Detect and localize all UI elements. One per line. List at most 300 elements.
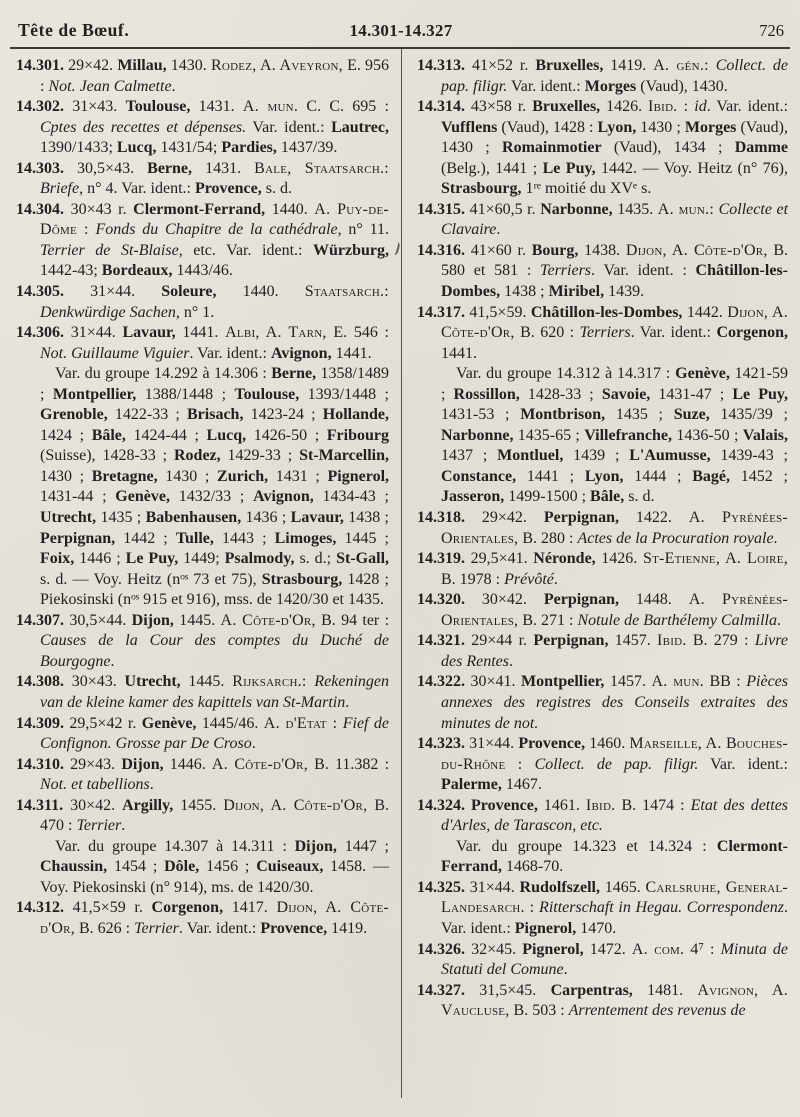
text-segment: Suze, <box>673 406 710 424</box>
text-segment: . <box>110 652 115 670</box>
text-segment: Millau, <box>117 57 167 74</box>
text-segment: Hollande, <box>322 406 389 424</box>
text-segment: 29,5×42 r. <box>64 714 142 732</box>
text-segment: 31,5×45. <box>465 981 551 999</box>
text-segment: Châtillon-les-Dombes, <box>441 262 788 301</box>
text-segment: Avignon, <box>253 488 314 506</box>
catalog-entry <box>417 631 788 672</box>
text-segment: 1439-43 ; <box>710 447 788 465</box>
right-column <box>401 49 800 1104</box>
text-segment: Not. Jean Calmette <box>48 77 172 95</box>
text-segment: 29×44 r. <box>465 632 534 650</box>
text-segment: Rekeningen van de kleine kamer des kapittels van St-Martin <box>40 673 390 711</box>
text-segment: Not. et tabellions <box>40 776 150 794</box>
text-segment: Pardies, <box>221 139 277 157</box>
text-segment: Romainmotier <box>502 139 602 157</box>
text-segment: 1430. <box>166 57 211 74</box>
text-segment: 30×42. <box>465 591 544 609</box>
text-segment: 14.303. <box>16 159 64 177</box>
text-segment: Cuiseaux, <box>256 858 324 876</box>
text-segment: Berne, <box>147 159 193 177</box>
text-segment: Terriers <box>540 262 592 280</box>
text-segment: 1472. <box>583 940 632 958</box>
text-segment: 1445/46. <box>196 714 264 732</box>
text-segment: 1442. <box>682 303 728 321</box>
text-segment: 1426. <box>595 550 643 568</box>
text-segment: . <box>251 735 256 753</box>
text-segment: Genève, <box>115 488 170 506</box>
text-segment: 1441. <box>441 344 477 362</box>
text-segment: 1422-33 ; <box>107 406 187 424</box>
text-segment: Fonds du Chapitre de la cathédrale, <box>95 221 342 239</box>
text-segment: Perpignan, <box>543 509 619 527</box>
text-segment: Lautrec, <box>331 118 389 136</box>
text-segment: 1417. <box>223 899 277 917</box>
text-segment: Bagé, <box>692 467 731 485</box>
text-segment: Briefe <box>40 180 80 198</box>
text-segment: 14.324. <box>417 796 465 814</box>
text-segment: 1435-65 ; <box>513 426 585 444</box>
text-segment: Foix, <box>40 550 75 568</box>
text-segment: Utrecht, <box>40 509 97 527</box>
text-segment: . <box>121 817 126 835</box>
text-segment: 4⁷ : <box>684 940 721 958</box>
catalog-entry <box>417 549 788 590</box>
text-segment: 1442-43; <box>40 262 102 280</box>
text-segment: Babenhausen, <box>145 509 242 527</box>
text-segment: Morges <box>584 77 637 95</box>
text-segment: . <box>508 652 513 670</box>
text-segment: 31×44. <box>64 324 123 342</box>
text-segment: (Vaud), 1428 : <box>497 118 598 136</box>
text-segment: Pignerol, <box>522 940 584 958</box>
text-segment: Ritterschaft in Hegau. Correspondenz <box>539 899 784 917</box>
text-segment <box>89 221 96 238</box>
text-segment: 1499-1500 ; <box>504 488 591 506</box>
text-segment: . Var. ident.: <box>706 98 789 116</box>
text-segment: 41×60,5 r. <box>465 200 541 218</box>
text-segment: s. d.; <box>294 550 337 568</box>
text-segment: Cptes des recettes et dépenses. <box>40 118 247 136</box>
text-segment: Avignon, A. Vaucluse, <box>441 981 789 1020</box>
text-segment: 1432/33 ; <box>169 488 254 506</box>
text-segment: s. d. <box>261 180 292 198</box>
text-segment: Ibid. <box>585 796 616 814</box>
text-segment: Le Puy, <box>542 159 596 177</box>
text-segment: Strasbourg, <box>261 570 343 588</box>
text-segment: Lucq, <box>116 139 157 157</box>
text-segment: 1431. <box>190 98 243 116</box>
text-segment: 1446. <box>163 755 212 773</box>
text-segment: A. mun. <box>651 673 704 691</box>
text-segment: Var. du groupe 14.323 et 14.324 : <box>456 837 717 855</box>
text-segment: 14.301. <box>16 57 64 74</box>
text-segment: 1388/1448 ; <box>136 385 235 403</box>
text-segment: B. 11.382 : <box>308 755 390 773</box>
text-segment: Carpentras, <box>550 981 633 999</box>
text-segment: Bretagne, <box>91 467 158 485</box>
text-segment: Berne, <box>271 365 317 383</box>
catalog-entry <box>417 981 788 1022</box>
text-segment: 1461. <box>537 796 586 814</box>
text-segment: . <box>563 961 568 979</box>
text-segment: Pignerol, <box>327 467 390 485</box>
catalog-entry <box>417 200 788 241</box>
text-segment: 1442 ; <box>115 529 176 547</box>
text-segment: 1419. <box>603 57 654 74</box>
page-number: 726 <box>759 21 784 40</box>
catalog-entry <box>16 323 389 364</box>
text-segment: Actes de la Procuration royale <box>577 529 774 547</box>
text-segment: 1438 ; <box>343 509 389 527</box>
text-segment: 14.314. <box>417 98 465 116</box>
text-segment: Bruxelles, <box>532 98 601 116</box>
text-segment: 1460. <box>585 735 630 753</box>
text-segment: Limoges, <box>274 529 337 547</box>
text-segment: Morges <box>684 118 737 136</box>
text-segment: Strasbourg, <box>441 180 522 198</box>
text-segment: Lucq, <box>206 426 247 444</box>
text-segment: 29,5×41. <box>465 550 534 568</box>
text-segment: 1437/39. <box>276 139 338 157</box>
text-segment: 1467. <box>501 776 542 794</box>
text-segment: 14.327. <box>417 981 465 999</box>
text-segment: 30,5×44. <box>64 611 132 629</box>
text-segment: 1429-33 ; <box>220 447 300 465</box>
text-segment: 30×41. <box>465 673 522 691</box>
text-segment: . Var. ident. : <box>591 262 696 280</box>
text-segment: . <box>171 77 176 95</box>
text-segment: Fief de Confignon. Grosse par De Croso <box>40 714 390 753</box>
text-segment: Toulouse, <box>125 98 191 116</box>
text-segment: B. 1978 : <box>441 570 505 588</box>
text-segment: 1390/1433; <box>40 139 117 157</box>
text-segment: 14.326. <box>417 940 465 958</box>
text-segment: Bâle, <box>590 488 625 506</box>
variant-group-note <box>16 364 389 611</box>
text-segment: Genève, <box>141 714 197 732</box>
running-title: Tête de Bœuf. <box>18 20 130 40</box>
text-segment: Lavaur, <box>290 509 344 527</box>
text-segment: 1423-24 ; <box>243 406 323 424</box>
text-segment: 41,5×59 r. <box>64 899 152 917</box>
text-segment: Rodez, <box>174 447 221 465</box>
text-segment: Arrentement des revenus de <box>568 1002 746 1020</box>
text-segment: Jasseron, <box>441 488 505 506</box>
text-segment <box>709 57 716 74</box>
text-segment: Vufflens <box>441 118 498 136</box>
text-segment: . Var. ident.: <box>178 919 261 937</box>
text-segment: 1444 ; <box>623 467 693 485</box>
text-segment: id <box>694 98 707 116</box>
text-segment: 14.307. <box>16 611 64 629</box>
text-segment: Causes de la Cour des comptes du Duché de Bourgogne <box>40 632 389 670</box>
text-segment: Provence, <box>471 796 538 814</box>
catalog-entry <box>16 159 389 200</box>
text-segment: 1446 ; <box>74 550 126 568</box>
text-segment: 1430 ; <box>636 118 685 136</box>
text-segment: Prévôté <box>504 570 554 588</box>
text-segment: Utrecht, <box>124 673 181 691</box>
text-segment: . Var. ident.: <box>441 899 788 937</box>
text-segment: 41×60 r. <box>465 241 532 259</box>
catalog-entry <box>417 508 788 549</box>
text-segment: (Vaud), 1434 ; <box>601 139 735 157</box>
text-segment: B. 94 ter : <box>315 611 390 629</box>
text-segment: n° 11. <box>341 221 389 239</box>
text-segment: 14.305. <box>16 283 64 301</box>
text-segment: Narbonne, <box>441 426 514 444</box>
text-segment: 1430 ; <box>157 467 218 485</box>
text-columns <box>0 49 800 1104</box>
text-segment: A. Puy-de-Dôme : <box>40 200 390 239</box>
text-segment: Carlsruhe, General-Landesarch. : <box>441 878 789 917</box>
text-segment: Châtillon-les-Dombes, <box>530 303 683 321</box>
text-segment: 1434-43 ; <box>313 488 390 506</box>
text-segment: 31×44. <box>465 878 520 896</box>
text-segment: Clermont-Ferrand, <box>133 200 266 218</box>
text-segment: 14.313. <box>417 57 465 74</box>
text-segment: 1358/1489 ; <box>40 365 389 403</box>
text-segment: 1445. <box>180 673 233 691</box>
text-segment: Rossillon, <box>453 385 520 403</box>
catalog-entry <box>417 303 788 365</box>
catalog-entry <box>417 672 788 734</box>
text-segment: 29×43. <box>64 755 122 773</box>
text-segment: s. d. <box>624 488 655 506</box>
text-segment: 1443 ; <box>213 529 275 547</box>
text-segment: 14.316. <box>417 241 465 259</box>
text-segment: Var. du groupe 14.312 à 14.317 : <box>456 365 676 383</box>
text-segment: Avignon, <box>270 344 332 362</box>
text-segment: Würzburg, <box>313 241 390 259</box>
text-segment: Corgenon, <box>716 324 788 342</box>
text-segment: Staatsarch.: <box>304 283 389 301</box>
catalog-entry <box>16 97 389 159</box>
text-segment: . <box>149 776 154 794</box>
text-segment: 29×42. <box>64 57 118 74</box>
text-segment: 1435/39 ; <box>709 406 788 424</box>
text-segment: Var. du groupe 14.292 à 14.306 : <box>55 365 272 383</box>
text-segment: Collecte et Clavaire <box>441 200 789 239</box>
text-segment: Dôle, <box>164 858 200 876</box>
text-segment: Collect. de pap. filigr. <box>441 57 789 95</box>
text-segment: 1445 ; <box>336 529 389 547</box>
text-segment: Villefranche, <box>584 426 673 444</box>
text-segment: . Var. ident.: <box>630 324 717 342</box>
text-segment: Livre des Rentes <box>441 632 789 670</box>
text-segment: Rodez, A. Aveyron, <box>210 57 343 74</box>
text-segment: Perpignan, <box>40 529 116 547</box>
text-segment: Toulouse, <box>234 385 300 403</box>
text-segment: 14.318. <box>417 509 465 527</box>
text-segment: Var. du groupe 14.307 à 14.311 : <box>55 837 295 855</box>
catalog-entry <box>417 590 788 631</box>
text-segment: 32×45. <box>465 940 523 958</box>
catalog-entry <box>16 672 389 713</box>
text-segment: Miribel, <box>548 283 605 301</box>
text-segment: BB : <box>703 673 747 691</box>
text-segment: 14.306. <box>16 324 64 342</box>
text-segment: Argilly, <box>122 796 174 814</box>
text-segment: Bruxelles, <box>535 57 604 74</box>
text-segment: 1431-53 ; <box>441 406 521 424</box>
text-segment: A. gén.: <box>653 57 709 74</box>
text-segment: Bâle, <box>91 426 126 444</box>
text-segment: Notule de Barthélemy Calmilla <box>577 611 777 629</box>
text-segment: Lavaur, <box>122 324 176 342</box>
text-segment: Grenoble, <box>40 406 108 424</box>
text-segment: 1441. <box>175 324 226 342</box>
text-segment: 1438 ; <box>500 283 549 301</box>
text-segment: Terriers <box>579 324 631 342</box>
text-segment: Denkwürdige Sachen <box>40 303 176 321</box>
text-segment: 14.325. <box>417 878 465 896</box>
text-segment: 1435. <box>612 200 658 218</box>
text-segment: A. com. <box>631 940 685 958</box>
text-segment: A. Pyrénées-Orientales, <box>441 509 789 547</box>
text-segment: , n° 4. Var. ident.: <box>79 180 195 198</box>
catalog-entry <box>16 714 389 755</box>
text-segment: 1442. — Voy. Heitz (n° 76), <box>595 159 789 177</box>
catalog-entry <box>16 282 389 323</box>
text-segment: 1481. <box>632 981 698 999</box>
text-segment: 14.302. <box>16 98 64 116</box>
text-segment: 1431 ; <box>268 467 328 485</box>
text-segment: 14.312. <box>16 899 64 917</box>
text-segment: E. 956 : <box>40 57 389 95</box>
text-segment: Albi, A. Tarn, <box>225 324 327 342</box>
text-segment: Fribourg <box>326 426 389 444</box>
text-segment: 30×43. <box>64 673 125 691</box>
text-segment: B. 1474 : <box>615 796 691 814</box>
text-segment: 41×52 r. <box>465 57 536 74</box>
catalog-entry <box>417 734 788 796</box>
text-segment: , n° 1. <box>175 303 215 321</box>
text-segment: 1447 ; <box>336 837 389 855</box>
text-segment: Savoie, <box>601 385 651 403</box>
text-segment: 1440. <box>216 283 305 301</box>
catalog-entry <box>417 56 788 97</box>
text-segment: 14.323. <box>417 735 465 753</box>
catalog-entry <box>417 796 788 837</box>
text-segment: 30,5×43. <box>64 159 148 177</box>
text-segment: St-Gall, <box>336 550 390 568</box>
text-segment: Rudolfszell, <box>519 878 600 896</box>
text-segment: 1439. <box>604 283 645 301</box>
text-segment: 14.315. <box>417 200 465 218</box>
variant-group-note <box>16 837 389 899</box>
text-segment: E. 546 : <box>326 324 390 342</box>
text-segment: 1435 ; <box>605 406 674 424</box>
text-segment: 1468-70. <box>501 858 564 876</box>
text-segment: Soleure, <box>161 283 217 301</box>
text-segment: 14.320. <box>417 591 465 609</box>
catalog-entry <box>417 878 788 940</box>
text-segment: (Suisse), 1428-33 ; <box>40 447 174 465</box>
text-segment: Bordeaux, <box>101 262 173 280</box>
text-segment: 1439 ; <box>563 447 630 465</box>
text-segment: 31×43. <box>64 98 126 116</box>
text-segment: 1426-50 ; <box>246 426 327 444</box>
text-segment: A. mun.: <box>657 200 715 218</box>
text-segment: 1424-44 ; <box>125 426 207 444</box>
catalog-entry <box>16 898 389 939</box>
text-segment: Montpellier, <box>521 673 605 691</box>
text-segment: 43×58 r. <box>465 98 533 116</box>
text-segment: (Vaud), 1430 ; <box>441 118 789 157</box>
text-segment: Not. Guillaume Viguier <box>40 344 190 362</box>
text-segment <box>522 756 534 773</box>
text-segment: 1445. <box>173 611 221 629</box>
text-segment: Constance, <box>441 467 517 485</box>
text-segment: A. Pyrénées-Orientales, <box>441 591 789 629</box>
text-segment: 1428 ; Piekosinski (nᵒˢ 915 et 916), mss. de 1420/30 et 1435. <box>40 570 389 609</box>
text-segment: s. d. — Voy. Heitz (nᵒˢ 73 et 75), <box>40 570 262 588</box>
catalog-entry <box>417 940 788 981</box>
text-segment: . <box>345 693 350 711</box>
catalog-entry <box>16 755 389 796</box>
text-segment: 1436 ; <box>241 509 291 527</box>
catalog-entry <box>16 200 389 282</box>
text-segment: 1435 ; <box>96 509 146 527</box>
text-segment: 1457. <box>608 632 658 650</box>
text-segment: B. 470 : <box>40 796 389 835</box>
text-segment: Bale, Staatsarch.: <box>254 159 390 177</box>
text-segment: Pignerol, <box>514 919 577 937</box>
left-column <box>0 49 401 1104</box>
text-segment: A. mun. <box>242 98 299 116</box>
text-segment: Lyon, <box>597 118 637 136</box>
text-segment: 14.308. <box>16 673 64 691</box>
text-segment: . <box>496 221 501 239</box>
text-segment: Valais, <box>742 426 788 444</box>
text-segment: Bourg, <box>531 241 579 259</box>
text-segment: 1436-50 ; <box>672 426 743 444</box>
text-segment: 14.309. <box>16 714 64 732</box>
text-segment: L'Aumusse, <box>629 447 711 465</box>
variant-group-note <box>417 364 788 508</box>
text-segment: B. 279 : <box>686 632 755 650</box>
catalog-entry <box>417 241 788 303</box>
text-segment: St-Etienne, A. Loire, <box>642 550 788 568</box>
text-segment: 14.311. <box>16 796 64 814</box>
text-segment: 1458. — Voy. Piekosinski (n° 914), ms. de 1420/30. <box>40 858 390 896</box>
text-segment: Dijon, <box>294 837 337 855</box>
text-segment: B. 580 et 581 : <box>441 241 789 280</box>
text-segment: 1426. <box>600 98 648 116</box>
text-segment: Terrier de St-Blaise <box>40 241 179 259</box>
variant-group-note <box>417 837 788 878</box>
page-header <box>0 0 800 47</box>
text-segment: 1431-44 ; <box>40 488 116 506</box>
text-segment: Dijon, A. Côte-d'Or, <box>441 303 789 342</box>
text-segment: Damme <box>734 139 789 157</box>
text-segment: 1438. <box>578 241 626 259</box>
text-segment: Le Puy, <box>732 385 788 403</box>
text-segment: 1441. <box>331 344 372 362</box>
text-segment: 1456 ; <box>199 858 257 876</box>
text-segment: B. 503 : <box>509 1002 569 1020</box>
text-segment: Montluel, <box>497 447 564 465</box>
text-segment: 30×42. <box>63 796 123 814</box>
text-segment: Néronde, <box>533 550 596 568</box>
text-segment: Perpignan, <box>543 591 619 609</box>
text-segment: 1419. <box>327 919 368 937</box>
text-segment: 31×44. <box>465 735 519 753</box>
text-segment: 1393/1448 ; <box>299 385 389 403</box>
text-segment: B. 620 : <box>514 324 580 342</box>
